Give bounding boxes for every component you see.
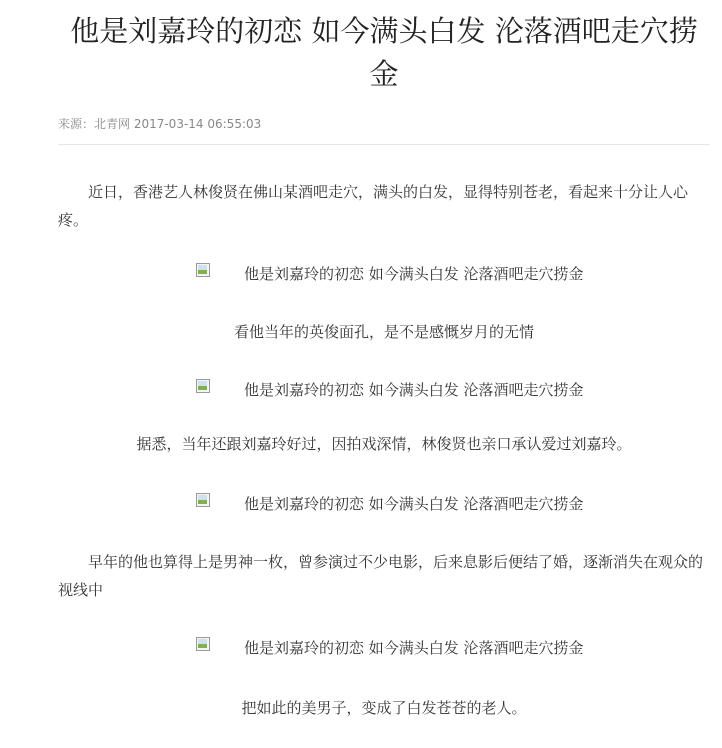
- article: [58, 0, 710, 722]
- paragraph-2: 据悉，当年还跟刘嘉玲好过，因拍戏深情，林俊贤也亲口承认爱过刘嘉玲。: [136, 435, 632, 453]
- broken-image-icon: [196, 379, 210, 393]
- image-alt-text: 他是刘嘉玲的初恋 如今满头白发 沦落酒吧走穴捞金: [244, 265, 584, 283]
- article-image-1: [58, 260, 710, 288]
- paragraph-3: 早年的他也算得上是男神一枚，曾参演过不少电影，后来息影后便结了婚，逐渐消失在观众的视线中: [58, 553, 704, 599]
- paragraph-1: 近日，香港艺人林俊贤在佛山某酒吧走穴，满头的白发，显得特别苍老，看起来十分让人心疼。: [58, 183, 689, 229]
- article-image-3: [58, 490, 710, 518]
- image-alt-text: 他是刘嘉玲的初恋 如今满头白发 沦落酒吧走穴捞金: [244, 381, 584, 399]
- article-meta: 来源：北青网 2017-03-14 06:55:03: [58, 117, 262, 131]
- article-title: 他是刘嘉玲的初恋 如今满头白发 沦落酒吧走穴捞金: [70, 14, 698, 91]
- article-image-2: [58, 376, 710, 404]
- image-alt-text: 他是刘嘉玲的初恋 如今满头白发 沦落酒吧走穴捞金: [244, 639, 584, 657]
- image-caption-2: 把如此的美男子，变成了白发苍苍的老人。: [241, 699, 527, 717]
- broken-image-icon: [196, 637, 210, 651]
- image-caption-1: 看他当年的英俊面孔，是不是感慨岁月的无情: [233, 323, 534, 341]
- article-image-4: [58, 634, 710, 662]
- broken-image-icon: [196, 263, 210, 277]
- image-alt-text: 他是刘嘉玲的初恋 如今满头白发 沦落酒吧走穴捞金: [244, 495, 584, 513]
- broken-image-icon: [196, 493, 210, 507]
